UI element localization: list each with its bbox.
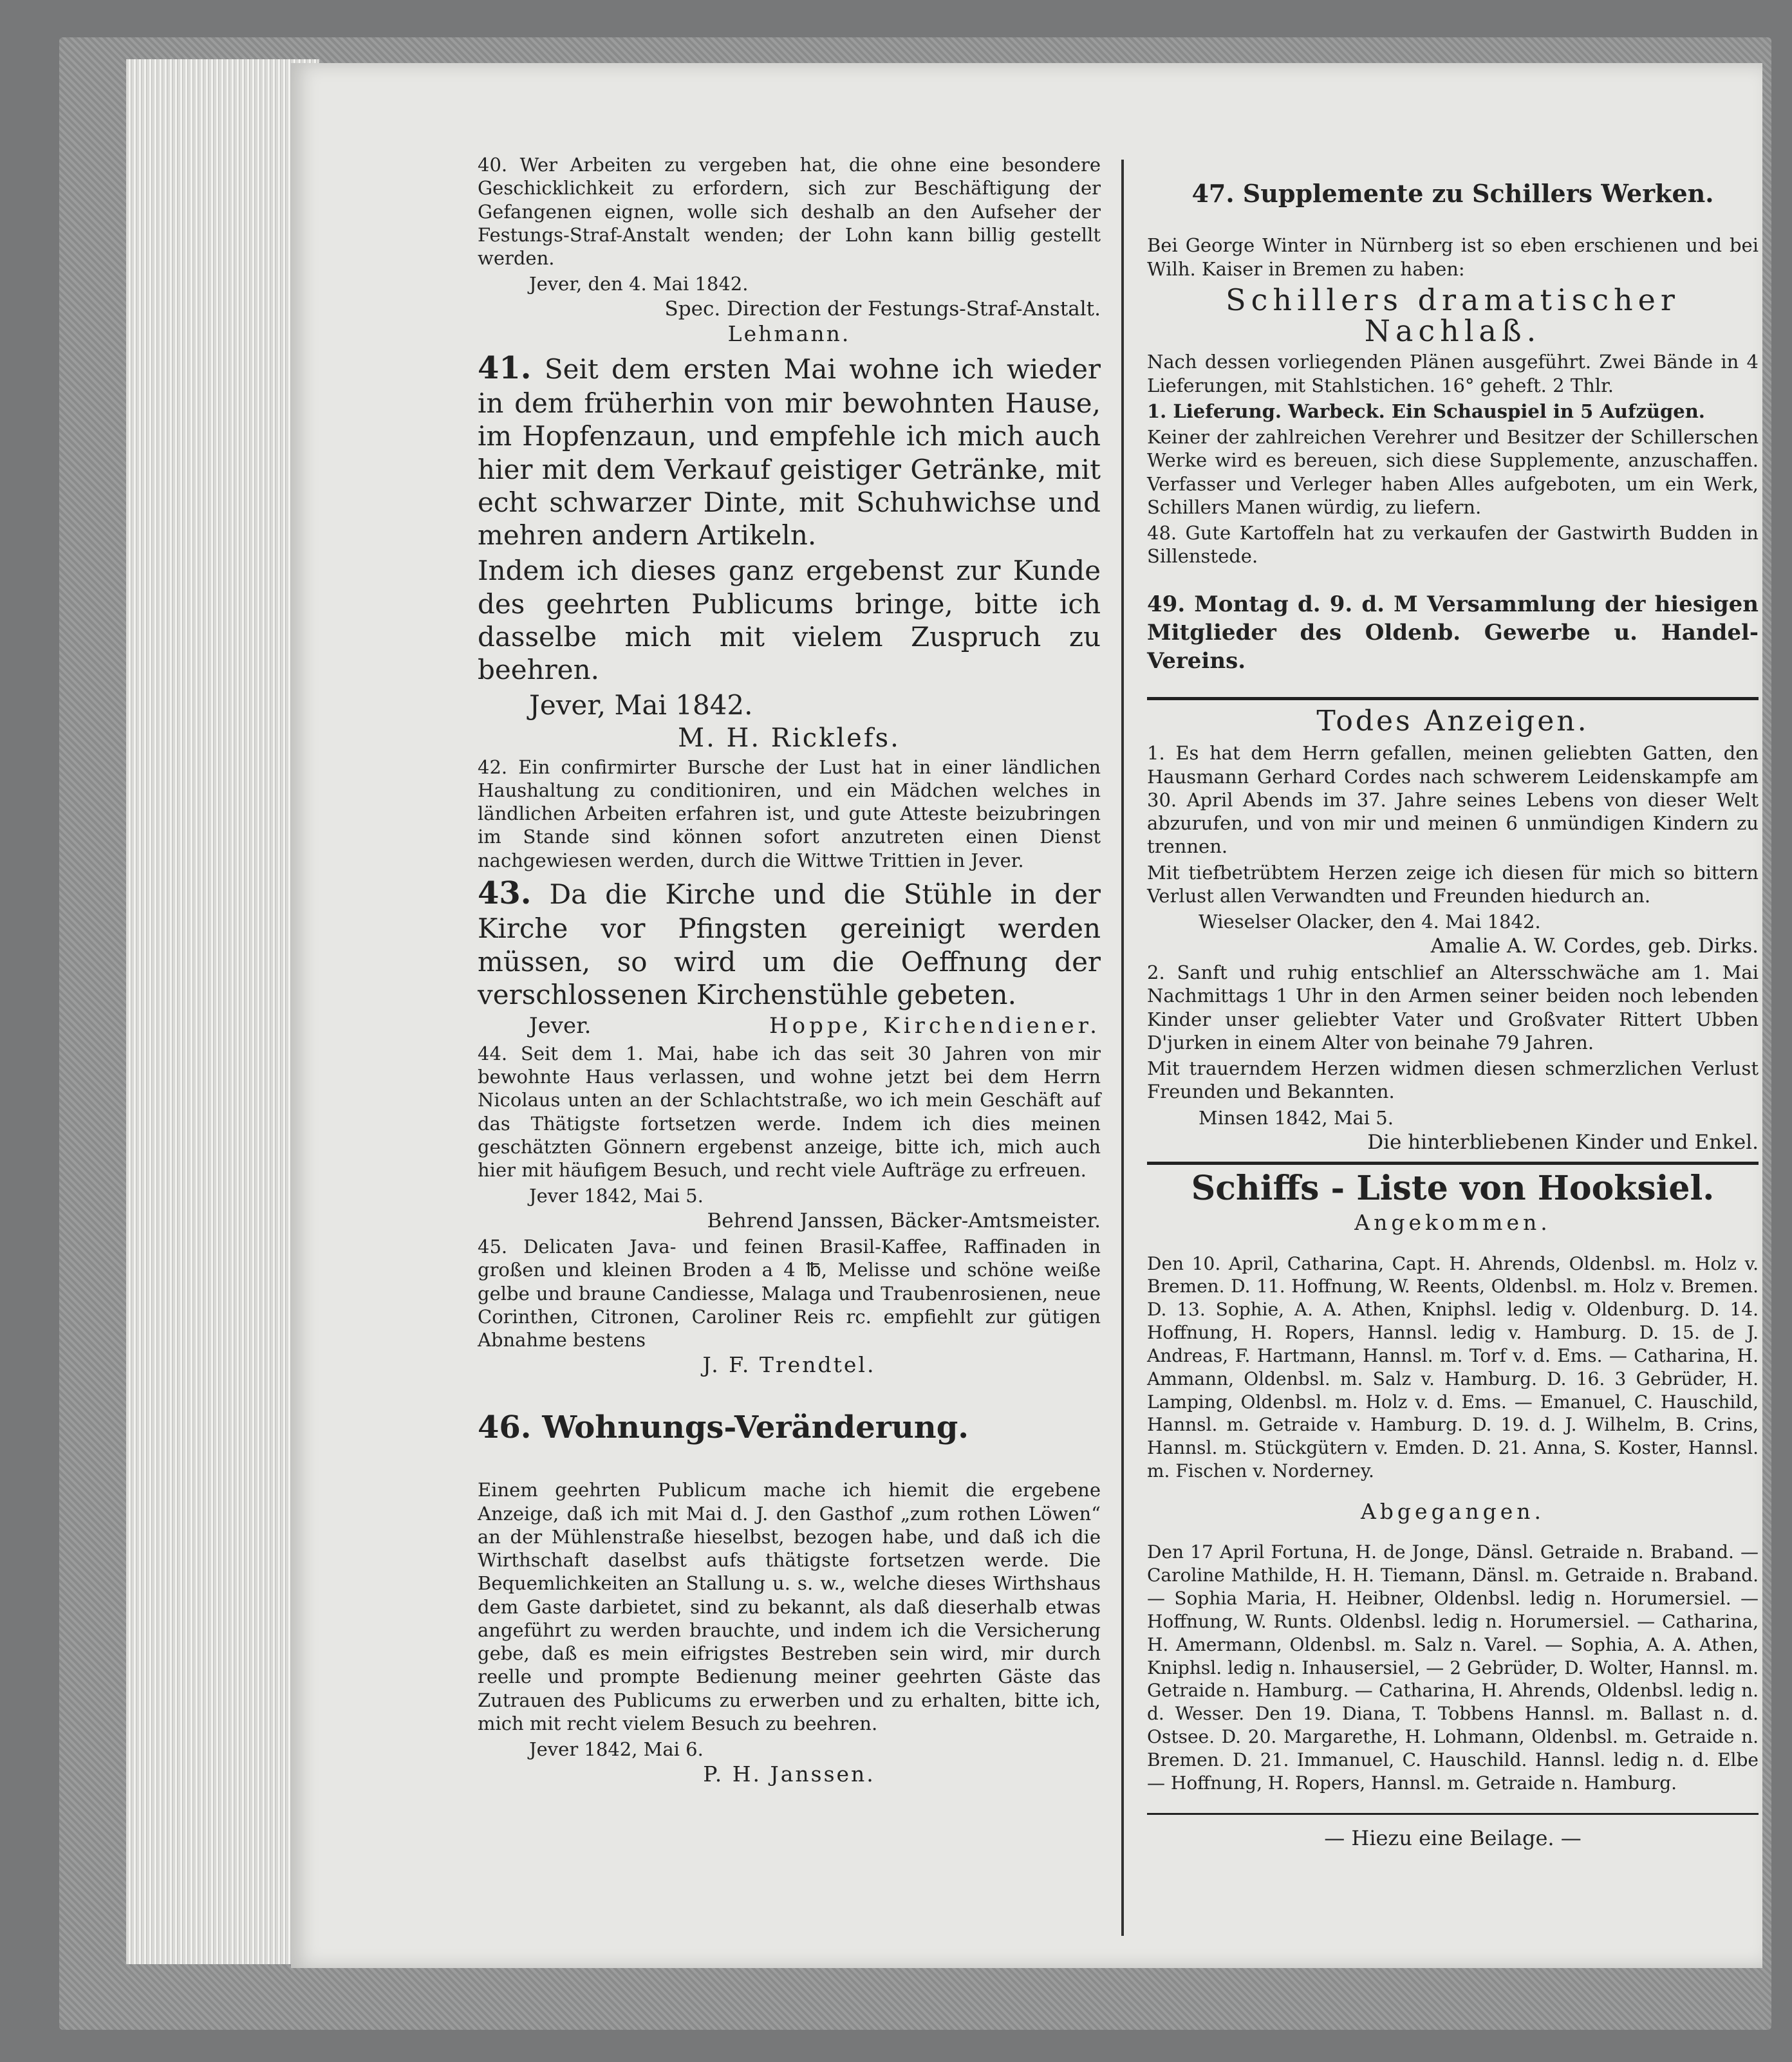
ships-arrived-list: Den 10. April, Catharina, Capt. H. Ahrends, Oldenbsl. m. Holz v. Bremen. D. 11. Hoffnung, W. Reents, Oldenbsl. m. Holz v. Bremen. D. 13. Sophie, A. A. Athen, Kniphsl. ledig v. Oldenburg. D. 14. Hoffnung, H. Ropers, Hannsl. ledig v. Hamburg. D. 15. de J. Andreas, F. Hartmann, Hannsl. m. Torf v. d. Ems. — Catharina, H. Ammann, Oldenbsl. m. Salz v. Hamburg. D. 16. 3 Gebrüder, H. Lamping, Oldenbsl. m. Holz v. d. Ems. — Emanuel, C. Hauschild, Hannsl. m. Getraide v. Hamburg. D. 19. d. J. Wilhelm, B. Crins, Hannsl. m. Stückgütern v. Emden. D. 21. Anna, S. Koster, Hannsl. m. Fischen v. Norderney. [1147,1252,1759,1482]
ad-47-book-title: Schillers dramatischer Nachlaß. [1226,282,1680,349]
death-2-text: 2. Sanft und ruhig entschlief an Altersschwäche am 1. Mai Nachmittags 1 Uhr in den Armen seiner beiden noch lebenden Kinder unser geliebter Vater und Großvater Rittert Ubben D'jurken in einem Alter von beinahe 79 Jahren. [1147,961,1759,1054]
deaths-title: Todes Anzeigen. [1316,705,1589,738]
ad-41-body: Seit dem ersten Mai wohne ich wieder in dem früherhin von mir bewohnten Hause, im Hopfenzaun, und empfehle ich mich auch hier mit dem Verkauf geistiger Getränke, mit echt schwarzer Dinte, mit Schuhwichse und mehren andern Artikeln. [478,353,1101,552]
ad-46-date: Jever 1842, Mai 6. [529,1738,704,1761]
death-1-text: 1. Es hat dem Herrn gefallen, meinen geliebten Gatten, den Hausmann Gerhard Cordes nach schwerem Leidenskampfe am 30. April Abends im 37. Jahre seines Lebens von dieser Welt abzurufen, und von mir und meinen 6 unmündigen Kindern zu trennen. [1147,742,1759,858]
ad-41-number: 41. [478,349,532,386]
ad-43-signature: Hoppe, Kirchendiener. [769,1013,1101,1039]
ad-47-delivery: 1. Lieferung. Warbeck. Ein Schauspiel in 5 Aufzügen. [1147,400,1705,422]
ad-49-text: 49. Montag d. 9. d. M Versammlung der hiesigen Mitglieder des Oldenb. Gewerbe u. Handel-Vereins. [1147,591,1759,674]
ad-41-text2: Indem ich dieses ganz ergebenst zur Kunde des geehrten Publicums bringe, bitte ich dasselbe mich mit vielem Zuspruch zu beehren. [478,555,1101,686]
death-1-text2: Mit tiefbetrübtem Herzen zeige ich diesen für mich so bittern Verlust allen Verwandten und Freunden hiedurch an. [1147,861,1759,907]
ad-41-text [478,349,1101,552]
ad-45-signature: J. F. Trendtel. [702,1352,876,1378]
supplement-note: — Hiezu eine Beilage. — [1324,1825,1582,1850]
ad-46-number: 46. [478,1409,532,1445]
rule-ships [1147,1162,1759,1165]
ships-title: Schiffs - Liste von Hooksiel. [1191,1169,1715,1209]
column-divider [1121,160,1124,1936]
newspaper-page [291,63,1762,1968]
ships-departed-title: Abgegangen. [1360,1498,1545,1524]
ad-46-text: Einem geehrten Publicum mache ich hiemit die ergebene Anzeige, daß ich mit Mai d. J. den Gasthof „zum rothen Löwen“ an der Mühlenstraße hieselbst, bezogen habe, und daß ich die Wirthschaft daselbst aufs thätigste fortsetzen werde. Die Bequemlichkeiten an Stallung u. s. w., welche dieses Wirthshaus dem Gaste darbietet, sind zu bekannt, als daß dieserhalb etwas angeführt zu werden brauchte, und indem ich die Versicherung gebe, daß es mein eifrigstes Bestreben sein wird, mir durch reelle und prompte Bedienung meiner geehrten Gäste das Zutrauen des Publicums zu erwerben und zu erhalten, bitte ich, mich mit recht vielem Besuch zu beehren. [478,1479,1101,1734]
ad-40-name: Lehmann. [727,321,851,347]
ad-46-signature: P. H. Janssen. [703,1761,875,1787]
ad-44-signature: Behrend Janssen, Bäcker-Amtsmeister. [707,1209,1101,1232]
ad-46-heading [478,1407,1101,1447]
death-1-signature: Amalie A. W. Cordes, geb. Dirks. [1430,934,1759,958]
ad-47-text: Bei George Winter in Nürnberg ist so eben erschienen und bei Wilh. Kaiser in Bremen zu haben: [1147,234,1759,280]
death-1-date: Wieselser Olacker, den 4. Mai 1842. [1199,911,1541,933]
right-column [1147,153,1759,1870]
ad-48-text: 48. Gute Kartoffeln hat zu verkaufen der Gastwirth Budden in Sillenstede. [1147,522,1759,568]
page-edges [126,59,319,1964]
ad-46-title: Wohnungs-Veränderung. [542,1409,969,1445]
ad-44-date: Jever 1842, Mai 5. [529,1185,704,1207]
ad-47-details: Nach dessen vorliegenden Plänen ausgeführt. Zwei Bände in 4 Lieferungen, mit Stahlstichen. 16° geheft. 2 Thlr. [1147,351,1759,396]
rule-deaths [1147,697,1759,700]
ad-43-place: Jever. [529,1013,592,1039]
ad-40-date: Jever, den 4. Mai 1842. [529,273,749,295]
ad-43-number: 43. [478,875,532,911]
ships-departed-list: Den 17 April Fortuna, H. de Jonge, Dänsl. Getraide n. Braband. — Caroline Mathilde, H. H. Tiemann, Dänsl. m. Getraide n. Braband. — Sophia Maria, H. Heibner, Oldenbsl. ledig n. Horumersiel. — Hoffnung, W. Runts. Oldenbsl. ledig n. Horumersiel. — Catharina, H. Amermann, Oldenbsl. m. Salz n. Varel. — Sophia, A. A. Athen, Kniphsl. ledig n. Inhausersiel, — 2 Gebrüder, D. Wolter, Hannsl. m. Getraide n. Hamburg. — Catharina, H. Ahrends, Oldenbsl. ledig n. d. Wesser. Den 19. Diana, T. Tobbens Hannsl. m. Ballast n. d. Ostsee. D. 20. Margarethe, H. Lohmann, Oldenbsl. m. Getraide n. Bremen. D. 21. Immanuel, C. Hauschild. Hannsl. ledig n. d. Elbe — Hoffnung, H. Ropers, Hannsl. m. Getraide n. Hamburg. [1147,1541,1759,1794]
ad-43-footer [478,1015,1101,1038]
ad-47-text4: Keiner der zahlreichen Verehrer und Besitzer der Schillerschen Werke wird es bereuen, sich diese Supplemente, anzuschaffen. Verfasser und Verleger haben Alles aufgeboten, um ein Werk, Schillers Manen würdig, zu liefern. [1147,426,1759,518]
ad-42-text: 42. Ein confirmirter Bursche der Lust hat in einer ländlichen Haushaltung zu conditioniren, und ein Mädchen welches in ländlichen Arbeiten erfahren ist, und gute Atteste beizubringen im Stande sind können sofort anzutreten einen Dienst nachgewiesen werden, durch die Wittwe Trittien in Jever. [478,756,1101,871]
ad-47-heading: 47. Supplemente zu Schillers Werken. [1191,179,1714,208]
death-2-signature: Die hinterbliebenen Kinder und Enkel. [1367,1130,1759,1154]
ad-44-text: 44. Seit dem 1. Mai, habe ich das seit 30 Jahren von mir bewohnte Haus verlassen, und wohne jetzt bei dem Herrn Nicolaus unten an der Schlachtstraße, wo ich mein Geschäft auf das Thätigste fortsetzen werde. Indem ich dies meinen geschätzten Gönnern ergebenst anzeige, bitte ich, mich auch hier mit häufigem Besuch, und recht viele Aufträge zu erfreuen. [478,1042,1101,1182]
ad-43-text [478,875,1101,1011]
ad-45-text: 45. Delicaten Java- und feinen Brasil-Kaffee, Raffinaden in großen und kleinen Broden a 4 ℔, Melisse und schöne weiße gelbe und braune Candiesse, Malaga und Traubenrosienen, neue Corinthen, Citronen, Caroliner Reis rc. empfiehlt zur gütigen Abnahme bestens [478,1236,1101,1351]
ad-41-date: Jever, Mai 1842. [529,689,753,721]
death-2-date: Minsen 1842, Mai 5. [1199,1106,1394,1129]
rule-footer [1147,1813,1759,1815]
left-column [478,153,1101,1790]
ad-43-body: Da die Kirche und die Stühle in der Kirche vor Pfingsten gereinigt werden müssen, so wird um die Oeffnung der verschlossenen Kirchenstühle gebeten. [478,878,1101,1010]
ad-40-signature: Spec. Direction der Festungs-Straf-Anstalt. [664,297,1101,320]
ad-40-text: 40. Wer Arbeiten zu vergeben hat, die ohne eine besondere Geschicklichkeit zu erfordern, sich zur Beschäftigung der Gefangenen eignen, wolle sich deshalb an den Aufseher der Festungs-Straf-Anstalt wenden; der Lohn kann billig gestellt werden. [478,154,1101,269]
ships-arrived-title: Angekommen. [1354,1209,1551,1235]
death-2-text2: Mit trauerndem Herzen widmen diesen schmerzlichen Verlust Freunden und Bekannten. [1147,1057,1759,1103]
ad-41-signature: M. H. Ricklefs. [678,723,901,753]
